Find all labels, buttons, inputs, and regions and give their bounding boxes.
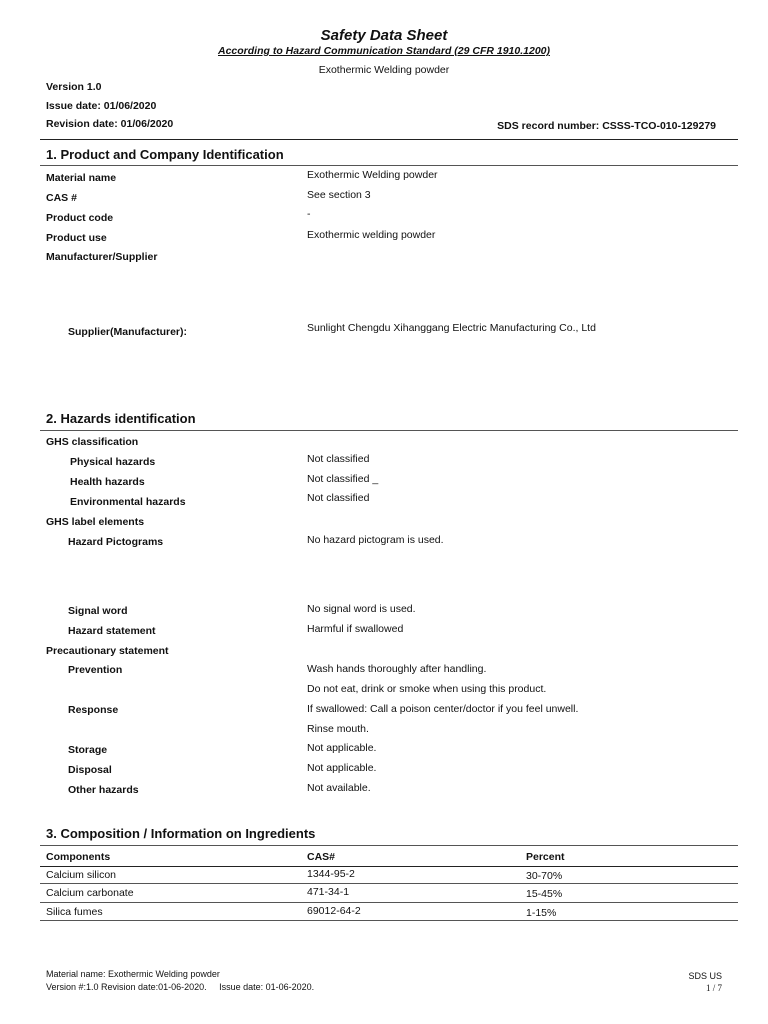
supplier-label: Supplier(Manufacturer): xyxy=(68,326,188,338)
storage-value: Not applicable. xyxy=(307,742,377,754)
ghs-classification-label: GHS classification xyxy=(46,436,139,448)
cas-value: See section 3 xyxy=(307,189,371,201)
manufacturer-label: Manufacturer/Supplier xyxy=(46,251,158,263)
disposal-value: Not applicable. xyxy=(307,762,377,774)
revision-date-label: Revision date: 01/06/2020 xyxy=(46,118,174,130)
prevention-label: Prevention xyxy=(68,664,123,676)
footer-sds-region: SDS US xyxy=(688,971,722,981)
response-label: Response xyxy=(68,704,119,716)
product-code-label: Product code xyxy=(46,212,114,224)
health-hazards-value: Not classified _ xyxy=(307,473,379,485)
header-divider xyxy=(40,139,738,140)
section-3-divider xyxy=(40,845,738,846)
physical-hazards-value: Not classified xyxy=(307,453,370,465)
table-cell-cas: 69012-64-2 xyxy=(307,905,361,917)
table-header-components: Components xyxy=(46,851,111,863)
response-value-2: Rinse mouth. xyxy=(307,723,369,735)
other-hazards-label: Other hazards xyxy=(68,784,139,796)
table-header-rule xyxy=(40,866,738,867)
issue-date-label: Issue date: 01/06/2020 xyxy=(46,100,157,112)
product-code-value: - xyxy=(307,208,311,220)
table-cell-component: Silica fumes xyxy=(46,906,103,918)
ghs-label-elements-label: GHS label elements xyxy=(46,516,145,528)
health-hazards-label: Health hazards xyxy=(70,476,145,488)
section-3-heading: 3. Composition / Information on Ingredients xyxy=(46,826,316,841)
other-hazards-value: Not available. xyxy=(307,782,371,794)
signal-word-value: No signal word is used. xyxy=(307,603,416,615)
precautionary-statement-label: Precautionary statement xyxy=(46,645,169,657)
sds-record-number: SDS record number: CSSS-TCO-010-129279 xyxy=(497,120,716,132)
table-cell-percent: 1-15% xyxy=(526,907,557,919)
product-use-value: Exothermic welding powder xyxy=(307,229,436,241)
cas-label: CAS # xyxy=(46,192,77,204)
table-cell-cas: 471-34-1 xyxy=(307,886,350,898)
table-header-percent: Percent xyxy=(526,851,565,863)
signal-word-label: Signal word xyxy=(68,605,128,617)
document-subtitle: According to Hazard Communication Standard (29 CFR 1910.1200) xyxy=(218,45,550,57)
environmental-hazards-value: Not classified xyxy=(307,492,370,504)
footer-version-dates: Version #:1.0 Revision date:01-06-2020. Issue date: 01-06-2020. xyxy=(46,982,315,992)
footer-material-name: Material name: Exothermic Welding powder xyxy=(46,969,220,979)
product-use-label: Product use xyxy=(46,232,107,244)
hazard-statement-value: Harmful if swallowed xyxy=(307,623,404,635)
table-row-rule xyxy=(40,902,738,903)
response-value-1: If swallowed: Call a poison center/doctor if you feel unwell. xyxy=(307,703,579,715)
hazard-pictograms-value: No hazard pictogram is used. xyxy=(307,534,444,546)
table-header-cas: CAS# xyxy=(307,851,336,863)
supplier-value: Sunlight Chengdu Xihanggang Electric Manufacturing Co., Ltd xyxy=(307,322,596,334)
material-name-value: Exothermic Welding powder xyxy=(307,169,438,181)
footer-page-number: 1 / 7 xyxy=(705,983,722,993)
storage-label: Storage xyxy=(68,744,108,756)
disposal-label: Disposal xyxy=(68,764,112,776)
header-product-name: Exothermic Welding powder xyxy=(318,64,450,76)
table-bottom-rule xyxy=(40,920,738,921)
table-row-rule xyxy=(40,883,738,884)
table-cell-percent: 30-70% xyxy=(526,870,563,882)
hazard-pictograms-label: Hazard Pictograms xyxy=(68,536,164,548)
table-cell-percent: 15-45% xyxy=(526,888,563,900)
section-2-divider xyxy=(40,430,738,431)
section-1-heading: 1. Product and Company Identification xyxy=(46,147,284,162)
table-cell-cas: 1344-95-2 xyxy=(307,868,355,880)
table-cell-component: Calcium carbonate xyxy=(46,887,134,899)
hazard-statement-label: Hazard statement xyxy=(68,625,156,637)
environmental-hazards-label: Environmental hazards xyxy=(70,496,186,508)
table-cell-component: Calcium silicon xyxy=(46,869,117,881)
document-title: Safety Data Sheet xyxy=(320,27,448,44)
section-2-heading: 2. Hazards identification xyxy=(46,411,196,426)
physical-hazards-label: Physical hazards xyxy=(70,456,156,468)
prevention-value-1: Wash hands thoroughly after handling. xyxy=(307,663,487,675)
material-name-label: Material name xyxy=(46,172,117,184)
prevention-value-2: Do not eat, drink or smoke when using this product. xyxy=(307,683,547,695)
version-label: Version 1.0 xyxy=(46,81,102,93)
section-1-divider xyxy=(40,165,738,166)
